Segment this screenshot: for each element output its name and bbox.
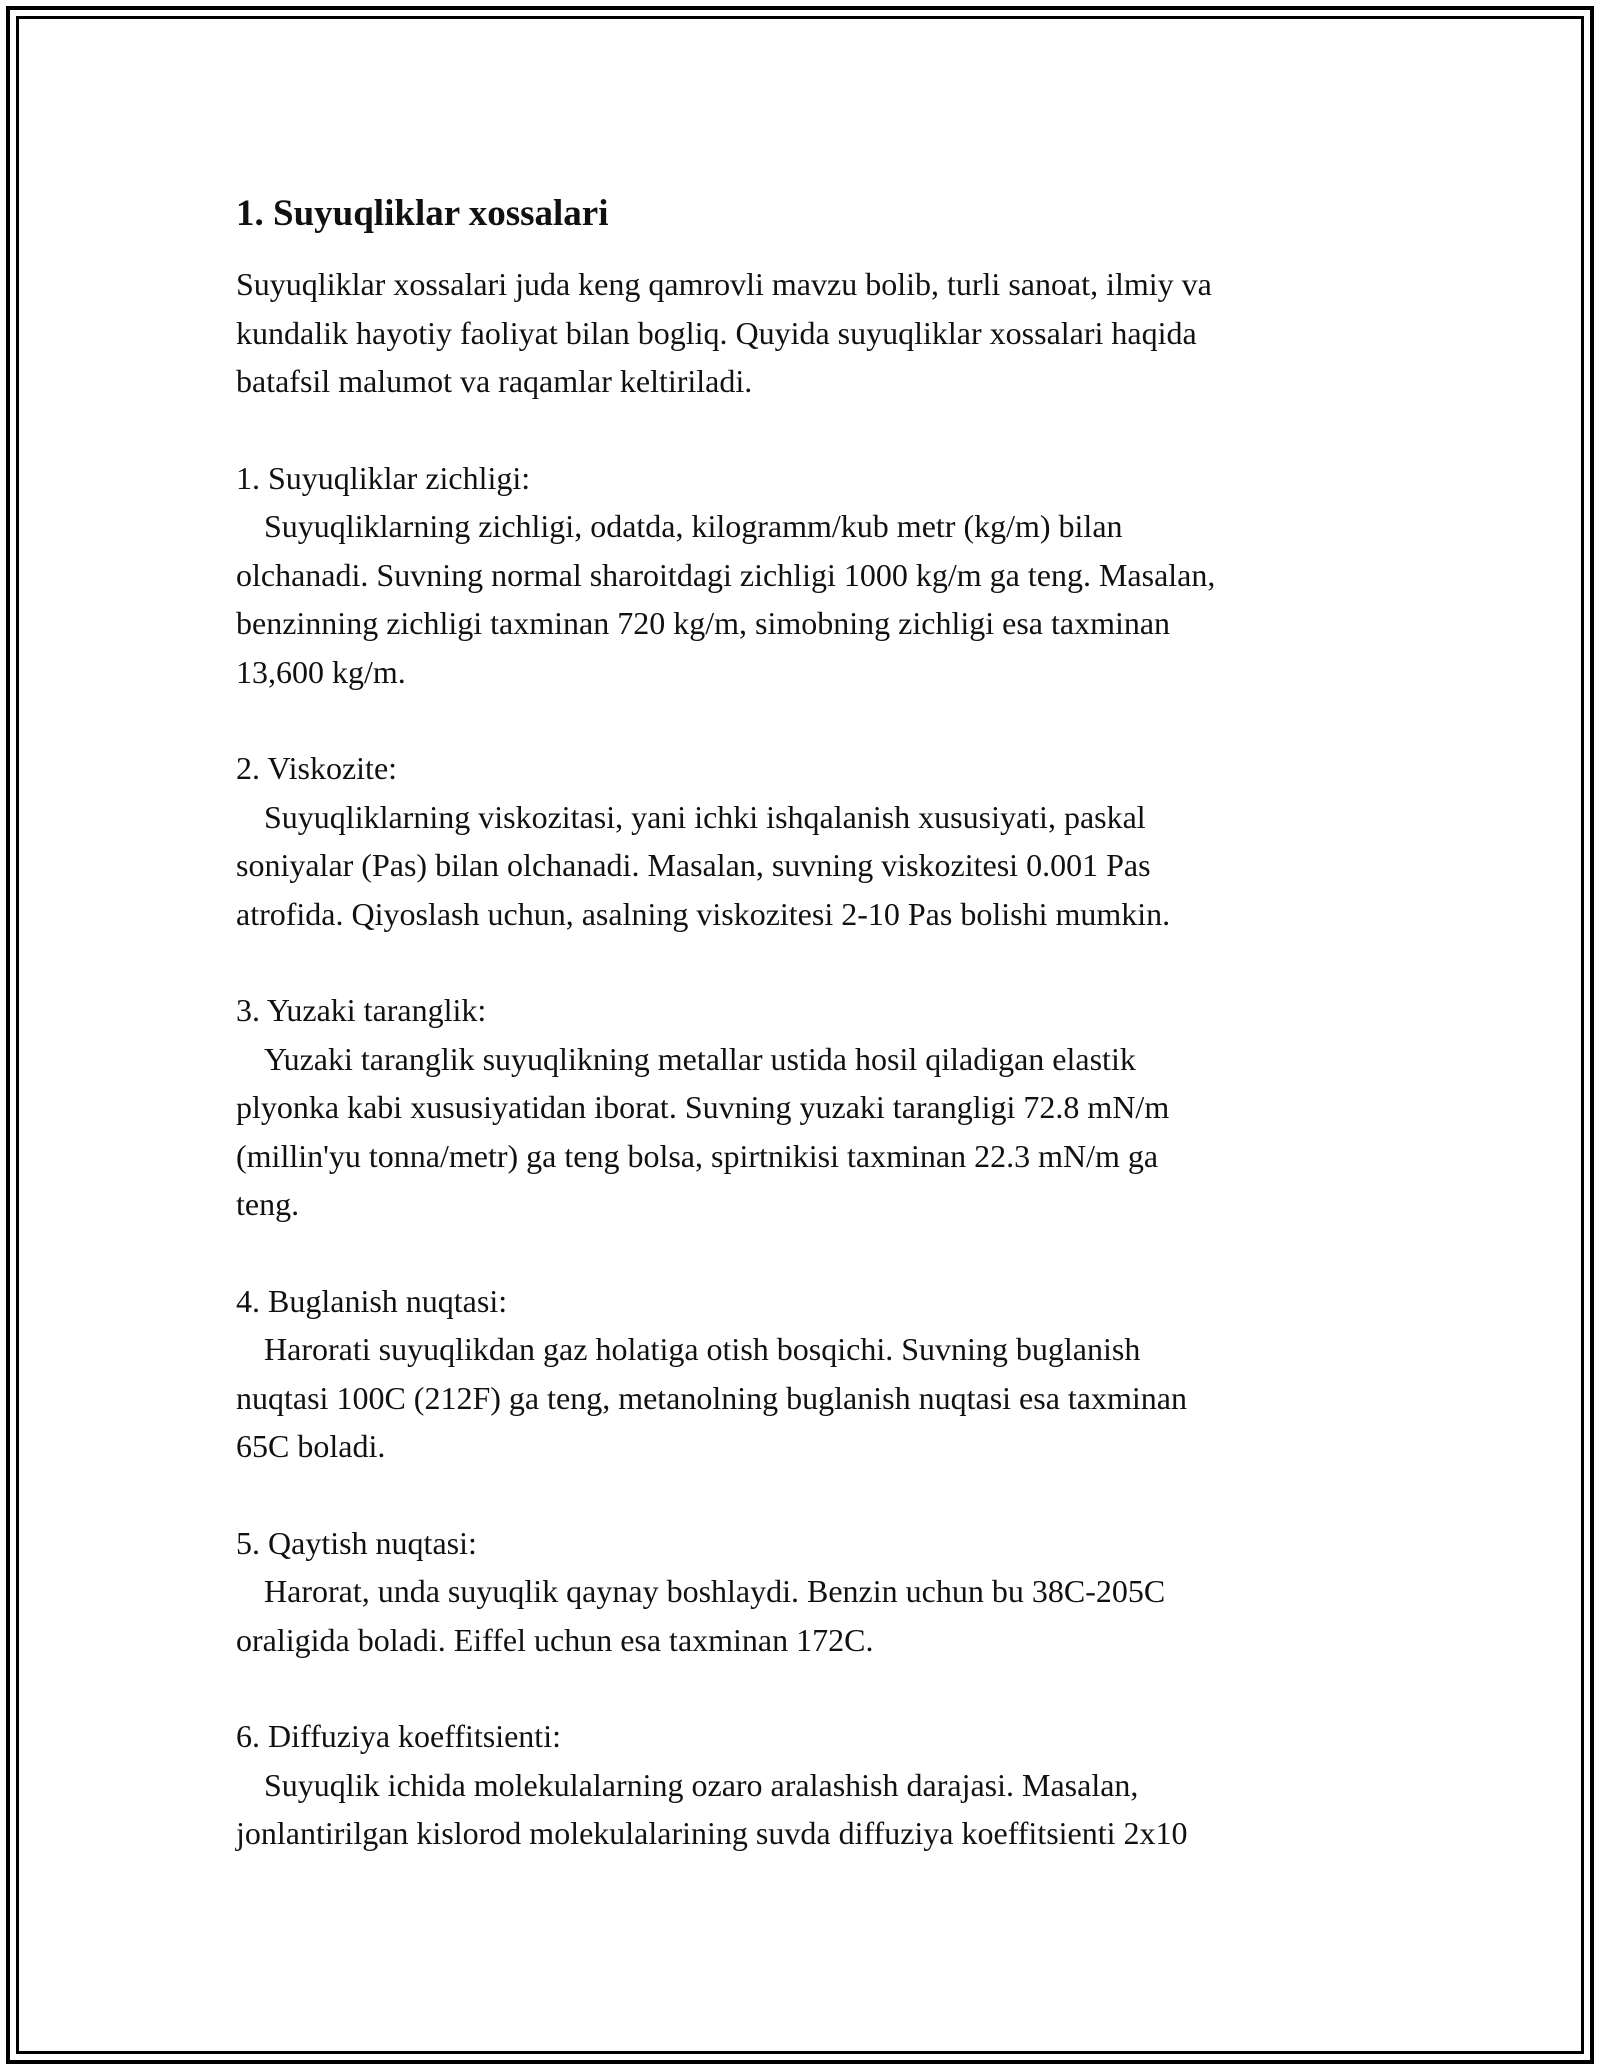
section-body: Harorat, unda suyuqlik qaynay boshlaydi. Benzin uchun bu 38C-205C oraligida boladi. Eiffel uchun esa taxminan 172C.: [236, 1573, 1166, 1658]
section-body: Yuzaki taranglik suyuqlikning metallar ustida hosil qiladigan elastik plyonka kabi xususiyatidan iborat. Suvning yuzaki tarangligi 72.8 mN/m (millin'yu tonna/metr) ga teng bolsa, spirtnikisi taxminan 22.3 mN/m ga teng.: [236, 1040, 1170, 1222]
intro-paragraph: Suyuqliklar xossalari juda keng qamrovli mavzu bolib, turli sanoat, ilmiy va kundalik hayotiy faoliyat bilan bogliq. Quyida suyuqliklar xossalari haqida batafsil malumot va raqamlar keltiriladi.: [236, 266, 1212, 399]
section-boiling-point: [236, 1519, 1386, 1665]
section-body: Harorati suyuqlikdan gaz holatiga otish bosqichi. Suvning buglanish nuqtasi 100C (212F) ga teng, metanolning buglanish nuqtasi esa taxminan 65C boladi.: [236, 1331, 1187, 1464]
section-density: [236, 454, 1386, 697]
section-body: Suyuqliklarning viskozitasi, yani ichki ishqalanish xususiyati, paskal soniyalar (Pas) bilan olchanadi. Masalan, suvning viskozitesi 0.001 Pas atrofida. Qiyoslash uchun, asalning viskozitesi 2-10 Pas bolishi mumkin.: [236, 798, 1171, 932]
section-viscosity: [236, 744, 1386, 938]
document-body: [236, 186, 1386, 1906]
section-evaporation-point: [236, 1277, 1386, 1471]
section-heading: 6. Diffuziya koeffitsienti:: [236, 1718, 561, 1754]
section-heading: 1. Suyuqliklar zichligi:: [236, 459, 531, 496]
section-surface-tension: [236, 986, 1386, 1229]
section-heading: 2. Viskozite:: [236, 750, 398, 786]
document-title: 1. Suyuqliklar xossalari: [236, 193, 609, 234]
section-diffusion-coefficient: [236, 1712, 1386, 1858]
section-heading: 3. Yuzaki taranglik:: [236, 992, 487, 1028]
section-heading: 5. Qaytish nuqtasi:: [236, 1524, 477, 1561]
section-body: Suyuqlik ichida molekulalarning ozaro aralashish darajasi. Masalan, jonlantirilgan kislorod molekulalarining suvda diffuziya koeffitsienti 2x10: [236, 1766, 1188, 1851]
section-heading: 4. Buglanish nuqtasi:: [236, 1282, 508, 1319]
section-body: Suyuqliklarning zichligi, odatda, kilogramm/kub metr (kg/m) bilan olchanadi. Suvning normal sharoitdagi zichligi 1000 kg/m ga teng. Masalan, benzinning zichligi taxminan 720 kg/m, simobning zichligi esa taxminan 13,600 kg/m.: [236, 508, 1216, 690]
